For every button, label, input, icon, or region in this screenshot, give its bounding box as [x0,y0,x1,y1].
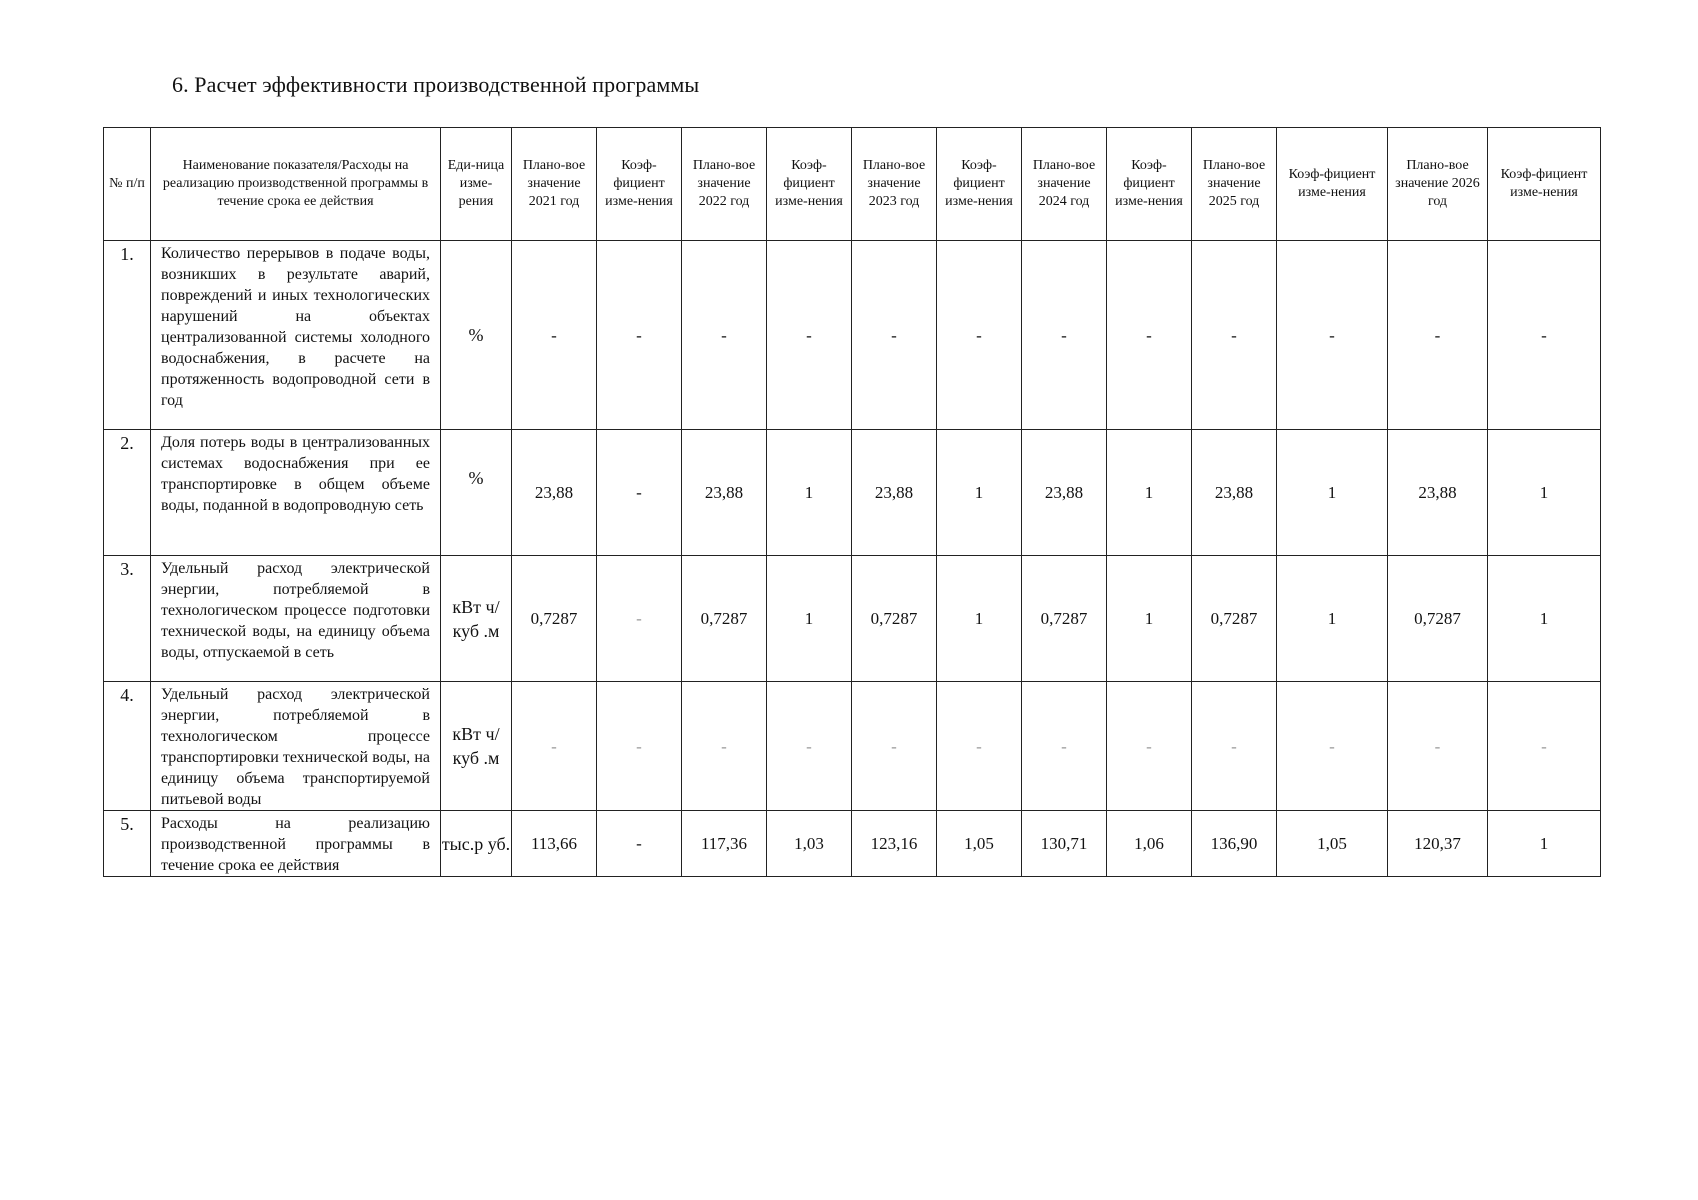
value-cell: 0,7287 [1388,556,1488,682]
row-number: 1. [104,241,151,430]
table-header-row [104,128,1601,241]
coef-cell: - [597,682,682,811]
value-cell: 136,90 [1192,811,1277,877]
coef-cell: 1 [1277,556,1388,682]
value-cell: - [1022,241,1107,430]
table-row [104,241,1601,430]
value-cell: - [682,682,767,811]
coef-cell: - [1488,682,1601,811]
value-cell: - [512,241,597,430]
coef-cell: 1,05 [1277,811,1388,877]
page-title: 6. Расчет эффективности производственной программы [172,72,700,97]
value-cell: - [682,241,767,430]
coef-cell: 1,06 [1107,811,1192,877]
header-cell: Коэф-фициент изме-нения [1277,128,1388,241]
coef-cell: 1 [767,556,852,682]
value-cell: - [1388,682,1488,811]
coef-cell: - [1107,682,1192,811]
unit-cell: кВт ч/куб .м [441,682,512,811]
indicator-name: Доля потерь воды в централизованных системах водоснабжения при ее транспортировке в общем объеме воды, поданной в водопроводную сеть [151,430,441,556]
value-cell: - [852,241,937,430]
coef-cell: 1,05 [937,811,1022,877]
coef-cell: - [1277,682,1388,811]
value-cell: 113,66 [512,811,597,877]
coef-cell: - [597,241,682,430]
header-cell: Плано-вое значение 2022 год [682,128,767,241]
unit-cell: % [441,430,512,556]
value-cell: 0,7287 [512,556,597,682]
header-cell: Наименование показателя/Расходы на реализацию производственной программы в течение срока ее действия [151,128,441,241]
coef-cell: 1 [1488,811,1601,877]
header-cell: Коэф-фициент изме-нения [1488,128,1601,241]
value-cell: 130,71 [1022,811,1107,877]
header-cell: Коэф-фициент изме-нения [937,128,1022,241]
coef-cell: 1 [1277,430,1388,556]
value-cell: 117,36 [682,811,767,877]
indicator-name: Количество перерывов в подаче воды, возникших в результате аварий, повреждений и иных технологических нарушений на объектах централизованной системы холодного водоснабжения, в расчете на протяженность водопроводной сети в год [151,241,441,430]
table-row [104,682,1601,811]
coef-cell: 1 [767,430,852,556]
value-cell: - [1388,241,1488,430]
coef-cell: - [767,241,852,430]
value-cell: 23,88 [852,430,937,556]
value-cell: 23,88 [512,430,597,556]
value-cell: 23,88 [1192,430,1277,556]
row-number: 2. [104,430,151,556]
header-cell: № п/п [104,128,151,241]
coef-cell: 1 [937,430,1022,556]
indicator-name: Расходы на реализацию производственной программы в течение срока ее действия [151,811,441,877]
row-number: 4. [104,682,151,811]
unit-cell: тыс.р уб. [441,811,512,877]
coef-cell: 1 [1107,430,1192,556]
row-number: 3. [104,556,151,682]
header-cell: Коэф-фициент изме-нения [597,128,682,241]
value-cell: 23,88 [1388,430,1488,556]
unit-cell: % [441,241,512,430]
header-cell: Плано-вое значение 2023 год [852,128,937,241]
indicator-name: Удельный расход электрической энергии, потребляемой в технологическом процессе транспортировки технической воды, на единицу объема транспортируемой питьевой воды [151,682,441,811]
table-row [104,430,1601,556]
value-cell: 120,37 [1388,811,1488,877]
value-cell: - [1192,682,1277,811]
table-row [104,811,1601,877]
indicator-name: Удельный расход электрической энергии, потребляемой в технологическом процессе подготовки технической воды, на единицу объема воды, отпускаемой в сеть [151,556,441,682]
coef-cell: - [597,811,682,877]
unit-cell: кВт ч/куб .м [441,556,512,682]
value-cell: 23,88 [682,430,767,556]
value-cell: - [1192,241,1277,430]
value-cell: 0,7287 [682,556,767,682]
coef-cell: - [1107,241,1192,430]
coef-cell: - [767,682,852,811]
header-cell: Плано-вое значение 2026 год [1388,128,1488,241]
coef-cell: - [937,241,1022,430]
header-cell: Коэф-фициент изме-нения [1107,128,1192,241]
row-number: 5. [104,811,151,877]
coef-cell: - [597,430,682,556]
value-cell: 23,88 [1022,430,1107,556]
header-cell: Плано-вое значение 2024 год [1022,128,1107,241]
coef-cell: 1,03 [767,811,852,877]
table-row [104,556,1601,682]
header-cell: Плано-вое значение 2025 год [1192,128,1277,241]
value-cell: 123,16 [852,811,937,877]
header-cell: Коэф-фициент изме-нения [767,128,852,241]
header-cell: Еди-ница изме-рения [441,128,512,241]
coef-cell: - [597,556,682,682]
value-cell: 0,7287 [1022,556,1107,682]
coef-cell: 1 [1488,430,1601,556]
coef-cell: - [1488,241,1601,430]
coef-cell: - [1277,241,1388,430]
value-cell: - [512,682,597,811]
coef-cell: - [937,682,1022,811]
value-cell: 0,7287 [852,556,937,682]
value-cell: - [1022,682,1107,811]
coef-cell: 1 [1107,556,1192,682]
coef-cell: 1 [937,556,1022,682]
efficiency-table [103,127,1601,877]
value-cell: 0,7287 [1192,556,1277,682]
header-cell: Плано-вое значение 2021 год [512,128,597,241]
coef-cell: 1 [1488,556,1601,682]
value-cell: - [852,682,937,811]
